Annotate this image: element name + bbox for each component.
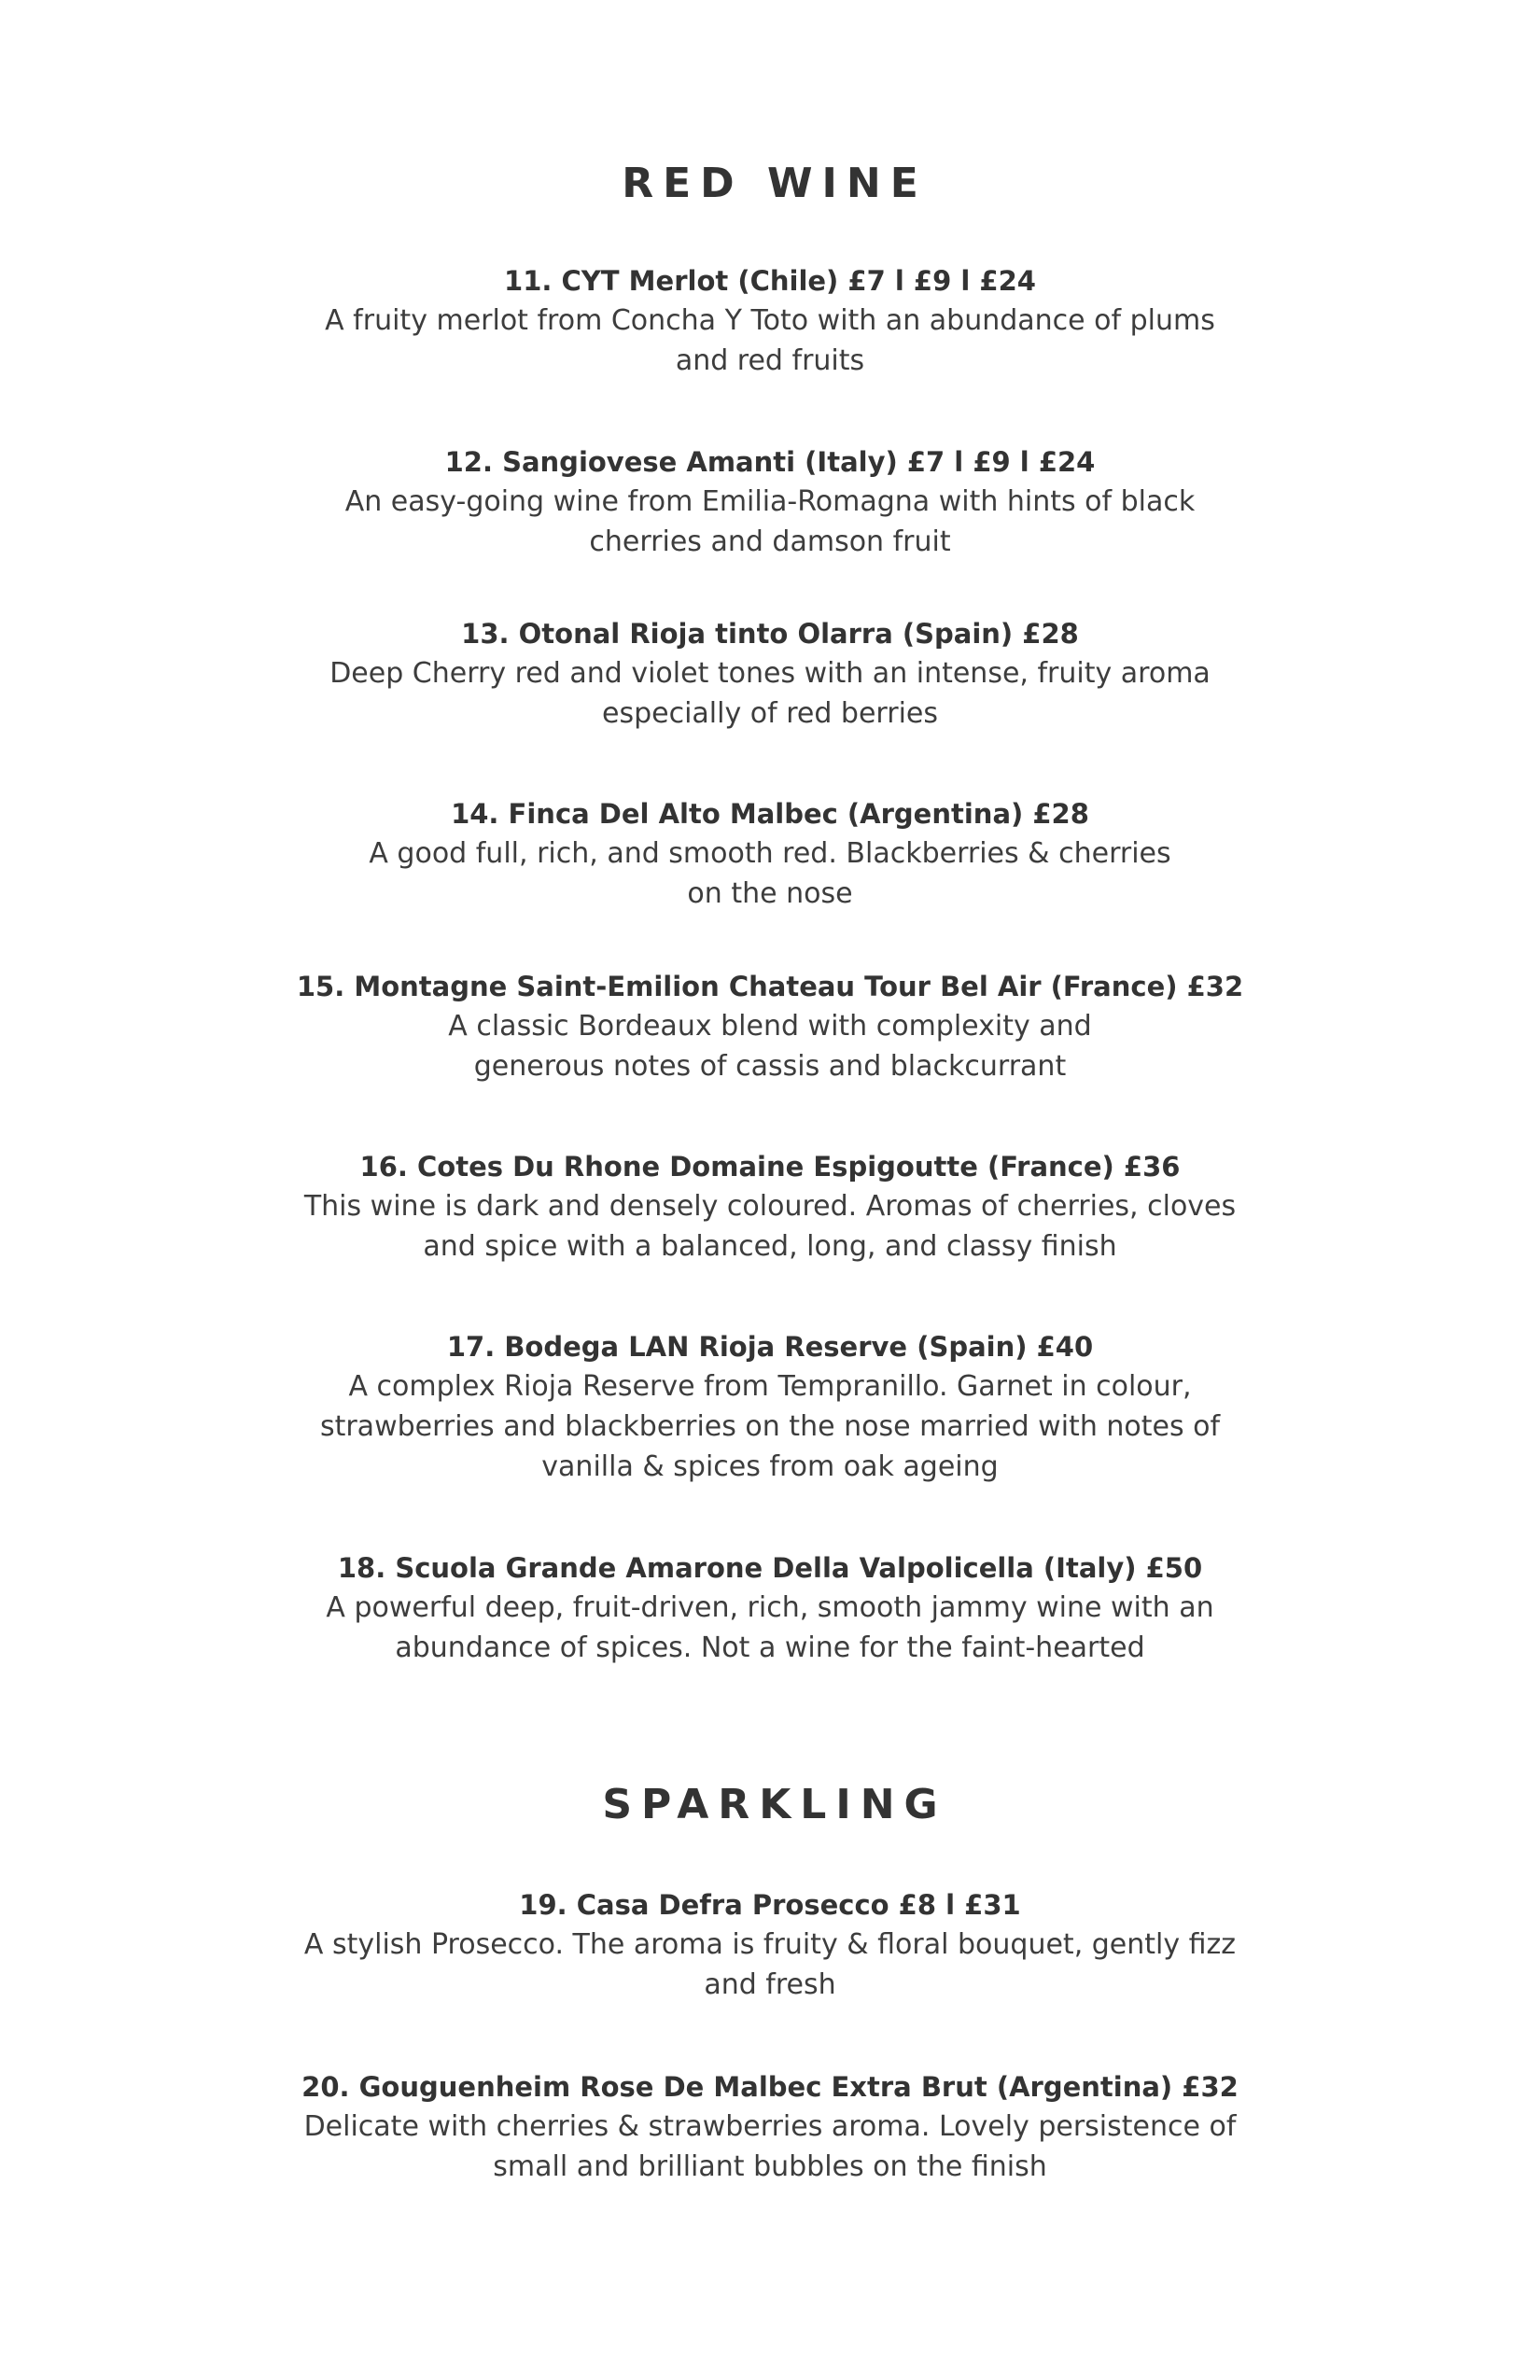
wine-item-19 bbox=[0, 1885, 1540, 2005]
wine-item-17 bbox=[0, 1327, 1540, 1487]
wine-title: 13. Otonal Rioja tinto Olarra (Spain) £28 bbox=[461, 618, 1079, 650]
wine-item-16 bbox=[0, 1147, 1540, 1267]
wine-description bbox=[257, 301, 1283, 381]
description-line: A stylish Prosecco. The aroma is fruity & floral bouquet, gently fizz bbox=[303, 1928, 1237, 1961]
wine-item-15 bbox=[0, 967, 1540, 1086]
description-line: vanilla & spices from oak ageing bbox=[541, 1450, 999, 1483]
wine-title: 12. Sangiovese Amanti (Italy) £7 l £9 l £24 bbox=[444, 446, 1096, 478]
description-line: A classic Bordeaux blend with complexity and bbox=[448, 1010, 1092, 1043]
section-heading-red-wine: RED WINE bbox=[622, 160, 928, 207]
wine-title: 20. Gouguenheim Rose De Malbec Extra Brut (Argentina) £32 bbox=[301, 2071, 1239, 2103]
description-line: A good full, rich, and smooth red. Blackberries & cherries bbox=[369, 837, 1171, 870]
wine-description bbox=[257, 2107, 1283, 2187]
sparkling-section-header bbox=[0, 1781, 1540, 1828]
description-line: Delicate with cherries & strawberries aroma. Lovely persistence of bbox=[303, 2110, 1237, 2143]
description-line: and red fruits bbox=[675, 344, 865, 377]
wine-description bbox=[257, 833, 1283, 914]
description-line: This wine is dark and densely coloured. Aromas of cherries, cloves bbox=[303, 1190, 1237, 1223]
wine-item-13 bbox=[0, 614, 1540, 734]
wine-description bbox=[257, 1366, 1283, 1487]
red-wine-section-header bbox=[0, 160, 1540, 207]
wine-item-20 bbox=[0, 2067, 1540, 2187]
wine-title: 14. Finca Del Alto Malbec (Argentina) £28 bbox=[451, 798, 1089, 830]
description-line: abundance of spices. Not a wine for the faint-hearted bbox=[395, 1631, 1145, 1664]
description-line: and spice with a balanced, long, and classy finish bbox=[423, 1230, 1117, 1263]
description-line: A powerful deep, fruit-driven, rich, smooth jammy wine with an bbox=[326, 1591, 1214, 1624]
wine-title: 19. Casa Defra Prosecco £8 l £31 bbox=[519, 1889, 1021, 1921]
description-line: strawberries and blackberries on the nose married with notes of bbox=[319, 1410, 1221, 1443]
description-line: and fresh bbox=[704, 1968, 836, 2001]
wine-title: 15. Montagne Saint-Emilion Chateau Tour Bel Air (France) £32 bbox=[296, 971, 1244, 1002]
description-line: generous notes of cassis and blackcurrant bbox=[473, 1050, 1067, 1083]
section-heading-sparkling: SPARKLING bbox=[602, 1781, 947, 1828]
wine-title: 18. Scuola Grande Amarone Della Valpolicella (Italy) £50 bbox=[337, 1552, 1203, 1584]
description-line: Deep Cherry red and violet tones with an intense, fruity aroma bbox=[329, 657, 1211, 690]
wine-description bbox=[257, 1588, 1283, 1668]
wine-item-11 bbox=[0, 261, 1540, 381]
wine-description bbox=[257, 1925, 1283, 2005]
wine-description bbox=[257, 1006, 1283, 1086]
wine-title: 17. Bodega LAN Rioja Reserve (Spain) £40 bbox=[446, 1331, 1094, 1363]
description-line: A fruity merlot from Concha Y Toto with an abundance of plums bbox=[325, 304, 1215, 337]
wine-item-14 bbox=[0, 794, 1540, 914]
wine-item-12 bbox=[0, 442, 1540, 562]
description-line: small and brilliant bubbles on the finish bbox=[493, 2150, 1047, 2183]
wine-title: 11. CYT Merlot (Chile) £7 l £9 l £24 bbox=[504, 265, 1036, 297]
description-line: An easy-going wine from Emilia-Romagna with hints of black bbox=[344, 485, 1196, 518]
description-line: cherries and damson fruit bbox=[589, 525, 951, 558]
description-line: A complex Rioja Reserve from Tempranillo. Garnet in colour, bbox=[348, 1370, 1192, 1403]
description-line: on the nose bbox=[687, 877, 853, 910]
description-line: especially of red berries bbox=[602, 697, 938, 730]
wine-description bbox=[257, 653, 1283, 734]
wine-item-18 bbox=[0, 1548, 1540, 1668]
wine-description bbox=[257, 1186, 1283, 1267]
wine-description bbox=[257, 482, 1283, 562]
wine-title: 16. Cotes Du Rhone Domaine Espigoutte (France) £36 bbox=[359, 1151, 1181, 1183]
